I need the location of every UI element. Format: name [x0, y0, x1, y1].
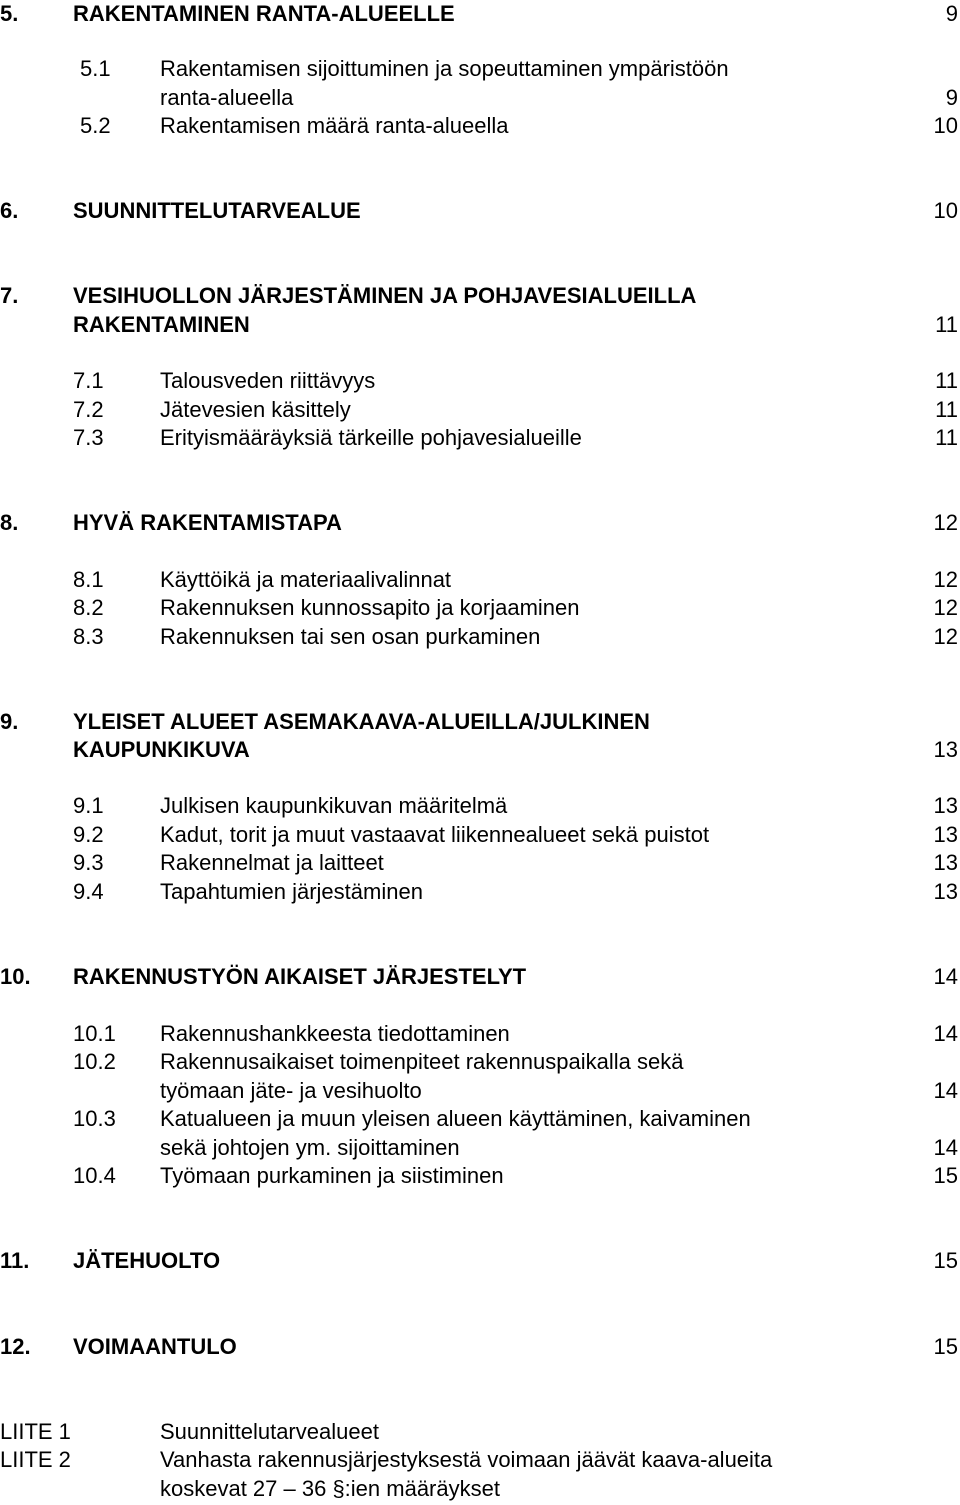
toc-entry-title: JÄTEHUOLTO [73, 1248, 221, 1273]
toc-entry-number: 5.1 [80, 56, 111, 81]
toc-entry [0, 594, 960, 623]
toc-entry-title: VOIMAANTULO [73, 1334, 237, 1359]
toc-entry-number: 7.3 [73, 425, 104, 450]
toc-entry [0, 311, 960, 340]
toc-entry [0, 1077, 960, 1106]
toc-entry-number: 6. [0, 198, 19, 223]
toc-entry [0, 1446, 960, 1475]
toc-entry-page: 15 [933, 1248, 958, 1273]
toc-entry-page: 12 [933, 567, 958, 592]
toc-entry [0, 566, 960, 595]
toc-entry-title: RAKENTAMINEN RANTA-ALUEELLE [73, 1, 455, 26]
toc-entry-page: 13 [933, 822, 958, 847]
toc-entry [0, 1134, 960, 1163]
toc-entry [0, 55, 960, 84]
toc-entry-number: 10.3 [73, 1106, 116, 1131]
toc-entry-number: 10.1 [73, 1021, 116, 1046]
toc-entry-page: 15 [933, 1334, 958, 1359]
toc-entry-title: Rakentamisen määrä ranta-alueella [160, 113, 509, 138]
toc-entry-page: 14 [933, 1021, 958, 1046]
toc-entry [0, 509, 960, 538]
toc-entry-number: 7. [0, 283, 19, 308]
toc-entry [0, 878, 960, 907]
toc-entry-title: SUUNNITTELUTARVEALUE [73, 198, 361, 223]
toc-entry-number: 8.1 [73, 567, 104, 592]
toc-entry-title: Kadut, torit ja muut vastaavat liikennealueet sekä puistot [160, 822, 710, 847]
toc-entry-number: 9.4 [73, 879, 104, 904]
toc-entry-number: 9. [0, 709, 19, 734]
toc-entry-number: 7.2 [73, 397, 104, 422]
toc-entry-page: 11 [935, 425, 958, 450]
toc-entry-title: KAUPUNKIKUVA [73, 737, 250, 762]
toc-entry-title: Tapahtumien järjestäminen [160, 879, 423, 904]
toc-entry-title: Käyttöikä ja materiaalivalinnat [160, 567, 452, 592]
toc-entry-page: 13 [933, 879, 958, 904]
toc-entry-page: 12 [933, 595, 958, 620]
toc-entry [0, 0, 960, 29]
toc-entry-title: sekä johtojen ym. sijoittaminen [160, 1135, 460, 1160]
toc-entry-title: VESIHUOLLON JÄRJESTÄMINEN JA POHJAVESIALUEILLA [73, 283, 697, 308]
toc-entry [0, 1162, 960, 1191]
toc-entry-page: 12 [933, 510, 958, 535]
toc-entry-title: Rakennuksen tai sen osan purkaminen [160, 624, 541, 649]
toc-entry-number: 5. [0, 1, 19, 26]
toc-entry [0, 1475, 960, 1504]
toc-entry-number: 10.2 [73, 1049, 116, 1074]
toc-entry [0, 963, 960, 992]
toc-entry-page: 9 [945, 1, 958, 26]
toc-entry-number: 9.1 [73, 793, 104, 818]
toc-entry-number: 7.1 [73, 368, 104, 393]
toc-entry-page: 11 [935, 397, 958, 422]
toc-entry-number: 9.2 [73, 822, 104, 847]
toc-entry [0, 623, 960, 652]
toc-entry-title: Jätevesien käsittely [160, 397, 351, 422]
toc-entry [0, 282, 960, 311]
toc-entry-page: 15 [933, 1163, 958, 1188]
toc-entry-title: Erityismääräyksiä tärkeille pohjavesialueille [160, 425, 582, 450]
toc-entry-number: LIITE 1 [0, 1419, 71, 1444]
toc-entry-page: 14 [933, 1078, 958, 1103]
toc-entry-page: 13 [933, 793, 958, 818]
toc-entry-page: 14 [933, 964, 958, 989]
toc-entry-title: Rakennuksen kunnossapito ja korjaaminen [160, 595, 580, 620]
toc-entry [0, 1247, 960, 1276]
toc-entry [0, 1020, 960, 1049]
toc-entry-page: 11 [935, 368, 958, 393]
toc-entry-number: 8.2 [73, 595, 104, 620]
toc-entry-number: 8.3 [73, 624, 104, 649]
toc-entry [0, 367, 960, 396]
toc-entry-page: 14 [933, 1135, 958, 1160]
toc-entry-number: LIITE 2 [0, 1447, 71, 1472]
toc-entry-page: 10 [933, 113, 958, 138]
toc-entry-title: ranta-alueella [160, 85, 294, 110]
toc-entry-title: Rakennusaikaiset toimenpiteet rakennuspaikalla sekä [160, 1049, 684, 1074]
toc-entry-title: työmaan jäte- ja vesihuolto [160, 1078, 422, 1103]
toc-entry [0, 396, 960, 425]
toc-entry [0, 112, 960, 141]
toc-entry [0, 424, 960, 453]
toc-entry-title: Rakentamisen sijoittuminen ja sopeuttaminen ympäristöön [160, 56, 729, 81]
toc-entry-page: 13 [933, 737, 958, 762]
toc-entry-title: Rakennelmat ja laitteet [160, 850, 384, 875]
toc-entry-page: 9 [945, 85, 958, 110]
toc-entry [0, 1333, 960, 1362]
toc-entry [0, 84, 960, 113]
toc-entry-number: 11. [0, 1248, 30, 1273]
toc-entry-page: 10 [933, 198, 958, 223]
toc-entry [0, 821, 960, 850]
toc-entry-title: Talousveden riittävyys [160, 368, 376, 393]
toc-entry-title: Katualueen ja muun yleisen alueen käyttäminen, kaivaminen [160, 1106, 751, 1131]
toc-entry-number: 12. [0, 1334, 31, 1359]
toc-entry-title: RAKENTAMINEN [73, 312, 250, 337]
toc-entry-number: 10.4 [73, 1163, 116, 1188]
toc-entry [0, 197, 960, 226]
toc-entry-title: Julkisen kaupunkikuvan määritelmä [160, 793, 508, 818]
toc-entry-page: 13 [933, 850, 958, 875]
toc-entry-title: Vanhasta rakennusjärjestyksestä voimaan jäävät kaava-alueita [160, 1447, 773, 1472]
toc-entry-title: Rakennushankkeesta tiedottaminen [160, 1021, 510, 1046]
toc-entry [0, 792, 960, 821]
toc-entry-title: Työmaan purkaminen ja siistiminen [160, 1163, 504, 1188]
toc-entry [0, 1105, 960, 1134]
toc-entry-number: 5.2 [80, 113, 111, 138]
toc-entry-number: 9.3 [73, 850, 104, 875]
toc-entry [0, 736, 960, 765]
toc-entry [0, 1418, 960, 1447]
toc-entry-title: HYVÄ RAKENTAMISTAPA [73, 510, 342, 535]
toc-entry-page: 12 [933, 624, 958, 649]
toc-entry-title: YLEISET ALUEET ASEMAKAAVA-ALUEILLA/JULKINEN [73, 709, 650, 734]
toc-entry-number: 8. [0, 510, 19, 535]
toc-entry [0, 849, 960, 878]
toc-entry-number: 10. [0, 964, 31, 989]
toc-entry-title: koskevat 27 – 36 §:ien määräykset [160, 1476, 500, 1501]
toc-entry-page: 11 [935, 312, 958, 337]
toc-entry [0, 708, 960, 737]
toc-entry-title: Suunnittelutarvealueet [160, 1419, 379, 1444]
toc-entry [0, 1048, 960, 1077]
toc-entry-title: RAKENNUSTYÖN AIKAISET JÄRJESTELYT [73, 964, 527, 989]
